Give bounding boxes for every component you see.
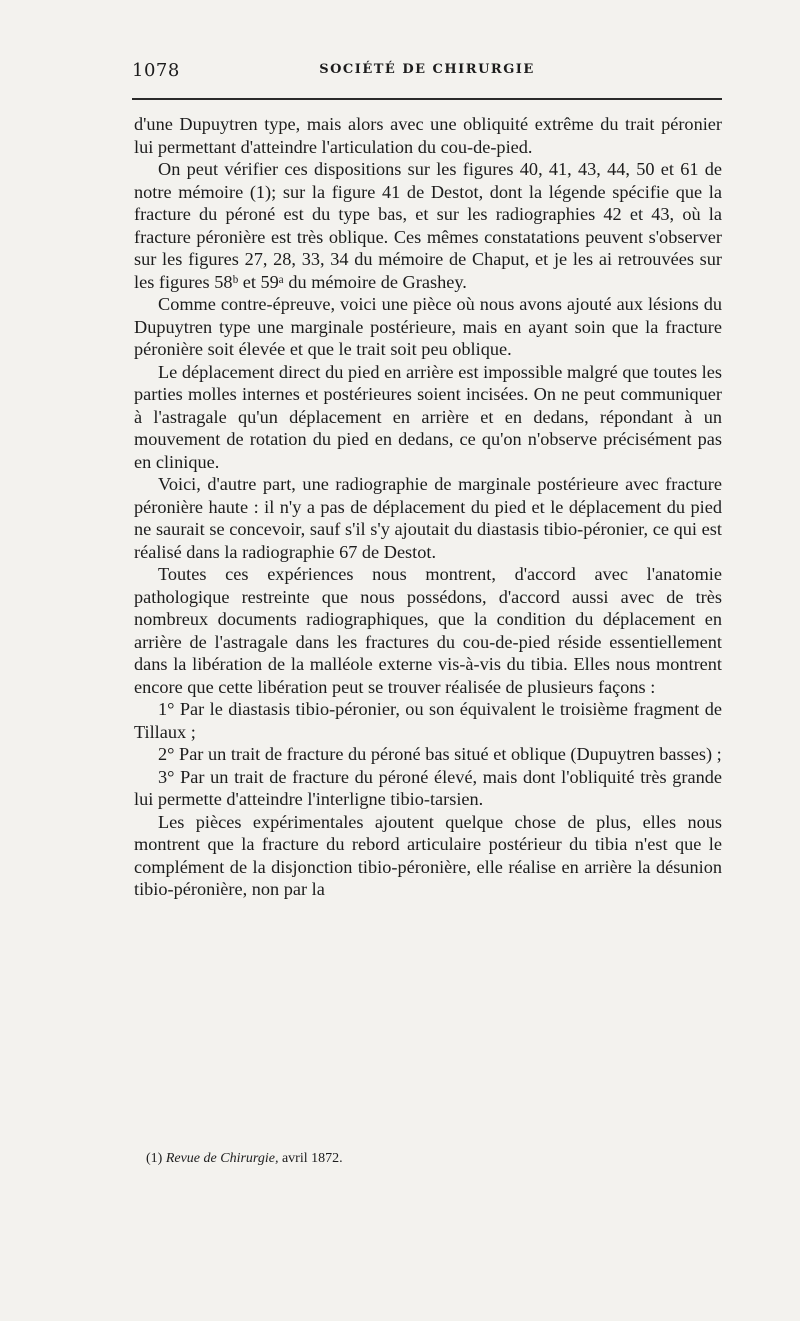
paragraph: Comme contre-épreuve, voici une pièce où nous avons ajouté aux lésions du Dupuytren type une marginale postérieure, mais en ayant soin que la fracture péronière soit élevée et que le trait soit peu oblique. (134, 294, 722, 359)
paragraph: Voici, d'autre part, une radiographie de marginale postérieure avec fracture péronière haute : il n'y a pas de déplacement du pied et le déplacement du pied ne saurait se concevoir, sauf s'il s'y ajoutait du diastasis tibio-péronier, ce qui est réalisé dans la radiographie 67 de Destot. (134, 474, 722, 562)
footnote-marker: (1) (146, 1151, 163, 1166)
paragraph: Toutes ces expériences nous montrent, d'accord avec l'anatomie pathologique restreinte que nous possédons, d'accord aussi avec de très nombreux documents radiographiques, que la condition du déplacement en arrière de l'astragale dans les fractures du cou-de-pied réside essentiellement dans la libération de la malléole externe vis-à-vis du tibia. Elles nous montrent encore que cette libération peut se trouver réalisée de plusieurs façons : (134, 564, 722, 697)
footnote-journal: Revue de Chirurgie, (165, 1151, 279, 1166)
page-number: 1078 (132, 60, 180, 81)
page-header (132, 60, 722, 86)
paragraph: Les pièces expérimentales ajoutent quelque chose de plus, elles nous montrent que la fracture du rebord articulaire postérieur du tibia n'est que le complément de la disjonction tibio-péronière, elle réalise en arrière la désunion tibio-péronière, non par la (134, 811, 722, 899)
footnote-date: avril 1872. (281, 1151, 343, 1166)
list-item: 2° Par un trait de fracture du péroné bas situé et oblique (Dupuytren basses) ; (158, 744, 722, 764)
list-item: 3° Par un trait de fracture du péroné élevé, mais dont l'obliquité très grande lui permette d'atteindre l'interligne tibio-tarsien. (134, 766, 722, 809)
paragraph: d'une Dupuytren type, mais alors avec une obliquité extrême du trait péronier lui permettant d'atteindre l'articulation du cou-de-pied. (134, 114, 722, 157)
footnote (146, 1151, 343, 1167)
list-item: 1° Par le diastasis tibio-péronier, ou son équivalent le troisième fragment de Tillaux ; (134, 699, 722, 742)
running-title: SOCIÉTÉ DE CHIRURGIE (319, 62, 535, 77)
paragraph: On peut vérifier ces dispositions sur les figures 40, 41, 43, 44, 50 et 61 de notre mémoire (1); sur la figure 41 de Destot, dont la légende spécifie que la fracture du péroné est du type bas, et sur les radiographies 42 et 43, où la fracture péronière est très oblique. Ces mêmes constatations peuvent s'observer sur les figures 27, 28, 33, 34 du mémoire de Chaput, et je les ai retrouvées sur les figures 58ᵇ et 59ᵃ du mémoire de Grashey. (134, 159, 722, 292)
body-text (134, 113, 722, 901)
paragraph: Le déplacement direct du pied en arrière est impossible malgré que toutes les parties molles internes et postérieures soient incisées. On ne peut communiquer à l'astragale qu'un déplacement en arrière et en dedans, répondant à un mouvement de rotation du pied en dedans, ce qu'on n'observe précisément pas en clinique. (134, 361, 722, 472)
header-rule (132, 98, 722, 100)
